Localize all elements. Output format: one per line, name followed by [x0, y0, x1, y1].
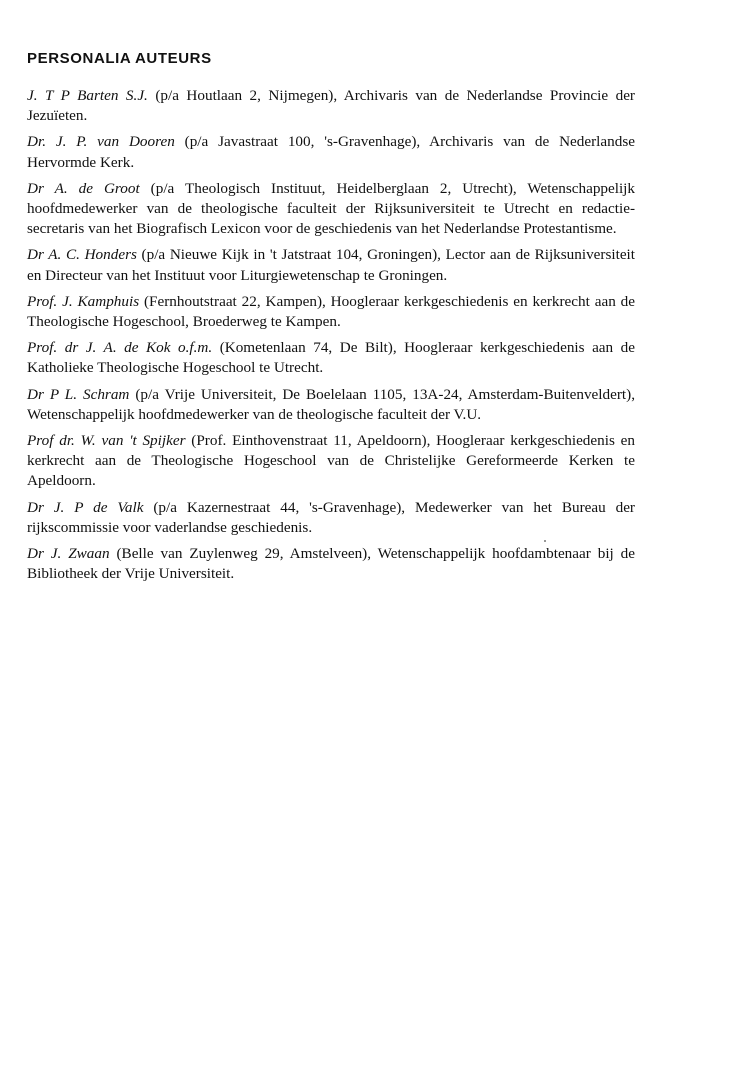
author-entry — [27, 245, 635, 285]
author-entry — [27, 292, 635, 332]
author-details: (p/a Nieuwe Kijk in 't Jatstraat 104, Groningen), Lector aan de Rijksuniversiteit en Directeur van het Instituut voor Liturgiewetenschap te Groningen. — [27, 246, 635, 284]
author-entry — [27, 544, 635, 584]
author-name: Dr A. de Groot — [27, 179, 140, 197]
author-details: (p/a Javastraat 100, 's-Gravenhage), Archivaris van de Nederlandse Hervormde Kerk. — [27, 133, 635, 171]
author-name: Dr A. C. Honders — [27, 246, 137, 264]
author-details: (p/a Houtlaan 2, Nijmegen), Archivaris van de Nederlandse Provincie der Jezuïeten. — [27, 87, 635, 125]
author-entry — [27, 385, 635, 425]
page-heading: PERSONALIA AUTEURS — [27, 50, 212, 67]
author-name: J. T P Barten S.J. — [27, 87, 148, 104]
author-details: (p/a Vrije Universiteit, De Boelelaan 1105, 13A-24, Amsterdam-Buitenveldert), Wetenschappelijk hoofdmedewerker van de theologische faculteit der V.U. — [27, 385, 635, 423]
author-details: (p/a Kazernestraat 44, 's-Gravenhage), Medewerker van het Bureau der rijkscommissie voor vaderlandse geschiedenis. — [27, 498, 635, 536]
author-name: Dr J. P de Valk — [27, 498, 144, 516]
author-name: Dr P L. Schram — [27, 385, 130, 403]
author-list — [27, 86, 635, 590]
author-details: (Belle van Zuylenweg 29, Amstelveen), Wetenschappelijk hoofdambtenaar bij de Bibliotheek der Vrije Universiteit. — [27, 545, 635, 583]
author-name: Prof dr. W. van 't Spijker — [27, 432, 186, 450]
author-entry — [27, 498, 635, 538]
author-entry — [27, 338, 635, 378]
author-details: (p/a Theologisch Instituut, Heidelberglaan 2, Utrecht), Wetenschappelijk hoofdmedewerker van de theologische faculteit der Rijksuniversiteit te Utrecht en redactie-secretaris van het Biografisch Lexicon voor de geschiedenis van het Nederlandse Protestantisme. — [27, 179, 635, 238]
speck-mark — [544, 540, 546, 542]
author-details: (Kometenlaan 74, De Bilt), Hoogleraar kerkgeschiedenis aan de Katholieke Theologische Hogeschool te Utrecht. — [27, 339, 635, 377]
author-entry — [27, 86, 635, 126]
author-entry — [27, 132, 635, 172]
author-entry — [27, 179, 635, 240]
author-name: Dr. J. P. van Dooren — [27, 133, 175, 151]
author-name: Dr J. Zwaan — [27, 545, 110, 563]
author-name: Prof. J. Kamphuis — [27, 292, 140, 310]
author-entry — [27, 431, 635, 492]
author-details: (Prof. Einthovenstraat 11, Apeldoorn), Hoogleraar kerkgeschiedenis en kerkrecht aan de Theologische Hogeschool van de Christelijke Gereformeerde Kerken te Apeldoorn. — [27, 432, 635, 490]
author-name: Prof. dr J. A. de Kok o.f.m. — [27, 339, 213, 357]
author-details: (Fernhoutstraat 22, Kampen), Hoogleraar kerkgeschiedenis en kerkrecht aan de Theologische Hogeschool, Broederweg te Kampen. — [27, 292, 635, 331]
